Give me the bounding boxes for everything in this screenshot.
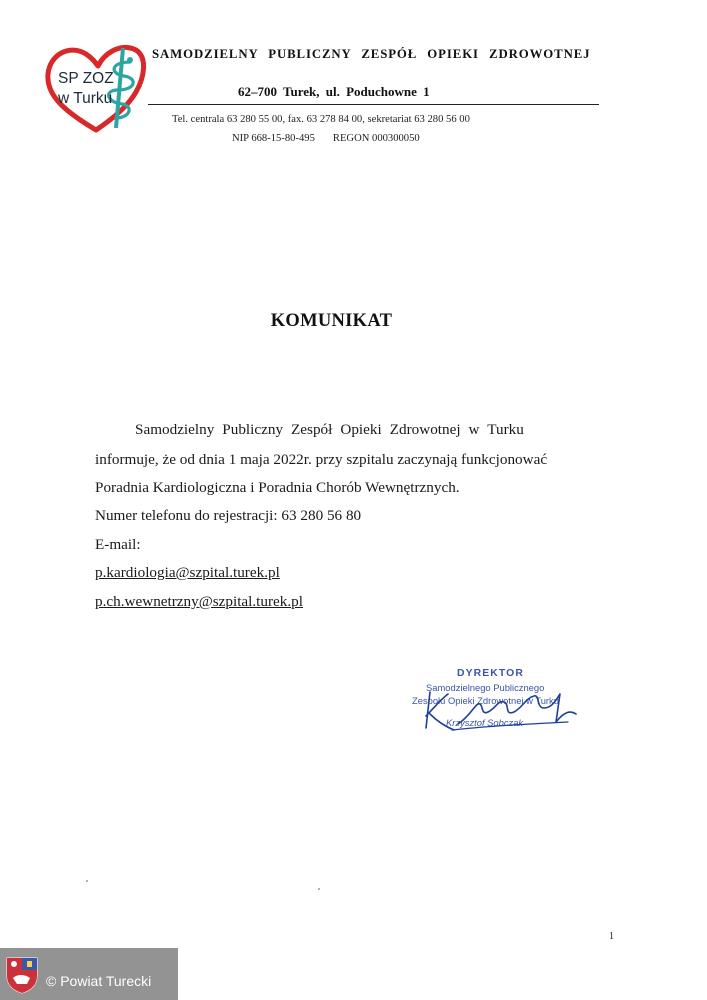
scan-speck [318, 888, 320, 890]
logo-text-line2: w Turku [58, 90, 113, 107]
heart-staff-icon [44, 40, 148, 138]
header-divider [148, 104, 599, 105]
registration-ids [232, 133, 420, 144]
page-number: 1 [609, 931, 614, 942]
email-label: E-mail: [95, 536, 141, 553]
watermark-badge [0, 948, 178, 1000]
watermark-text: © Powiat Turecki [46, 973, 152, 989]
logo-text-line1: SP ZOZ [58, 70, 114, 87]
email-link-cardiology[interactable]: p.kardiologia@szpital.turek.pl [95, 564, 280, 581]
document-title: KOMUNIKAT [270, 311, 393, 331]
handwritten-signature [418, 686, 588, 736]
email-link-internal-medicine[interactable]: p.ch.wewnetrzny@szpital.turek.pl [95, 593, 303, 610]
stamp-line-2: Samodzielnego Publicznego [426, 682, 545, 693]
stamp-title: DYREKTOR [457, 668, 524, 679]
hospital-logo [44, 40, 148, 138]
county-crest-icon [5, 956, 39, 994]
announcement-line-1: Samodzielny Publiczny Zespół Opieki Zdrowotnej w Turku [135, 421, 524, 438]
contact-phones: Tel. centrala 63 280 55 00, fax. 63 278 84 00, sekretariat 63 280 56 00 [172, 114, 470, 125]
announcement-line-2: informuje, że od dnia 1 maja 2022r. przy szpitalu zaczynają funkcjonować [95, 451, 548, 468]
regon-number: REGON 000300050 [332, 133, 420, 144]
stamp-line-4: Krzysztof Sobczak [446, 717, 524, 728]
scan-speck [86, 880, 88, 882]
stamp-line-3: Zespołu Opieki Zdrowotnej w Turku [412, 695, 559, 706]
institution-address: 62–700 Turek, ul. Poduchowne 1 [238, 84, 430, 99]
institution-name: SAMODZIELNY PUBLICZNY ZESPÓŁ OPIEKI ZDROWOTNEJ [152, 47, 591, 61]
nip-number: NIP 668-15-80-495 [232, 133, 315, 144]
registration-phone: Numer telefonu do rejestracji: 63 280 56 80 [95, 507, 362, 524]
announcement-line-3: Poradnia Kardiologiczna i Poradnia Chorób Wewnętrznych. [95, 479, 460, 496]
